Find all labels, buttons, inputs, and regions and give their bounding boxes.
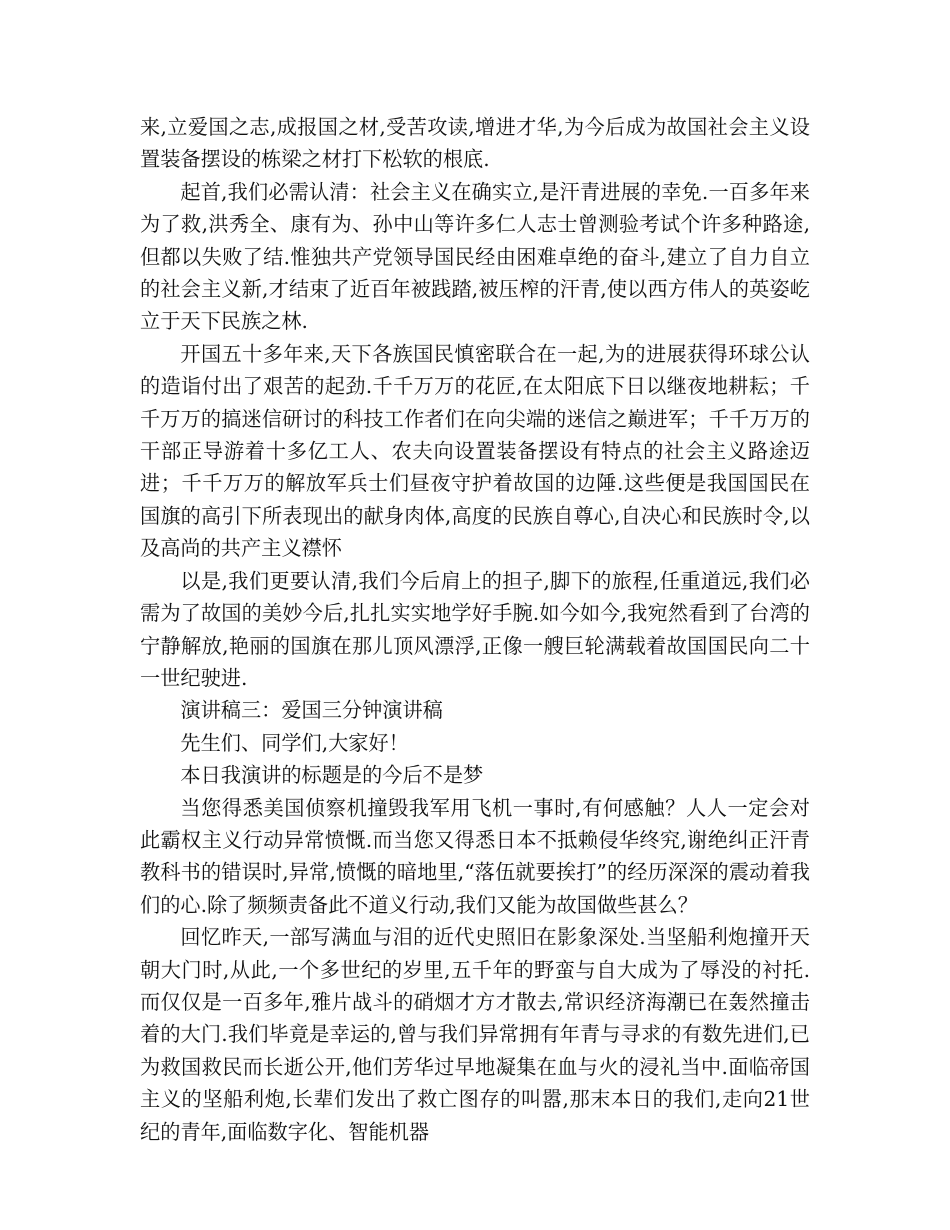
document-body — [140, 111, 810, 1148]
paragraph-continuation: 来,立爱国之志,成报国之材,受苦攻读,增进才华,为今后成为故国社会主义设置装备摆设的栋梁之材打下松软的根底. — [140, 115, 810, 172]
paragraph-responsibility: 以是,我们更要认清,我们今后肩上的担子,脚下的旅程,任重道远,我们必需为了故国的美妙今后,扎扎实实地学好手腕.如今如今,我宛然看到了台湾的宁静解放,艳丽的国旗在那儿顶风漂浮,正像一艘巨轮满载着故国国民向二十一世纪驶进. — [140, 568, 810, 690]
paragraph-history: 回忆昨天,一部写满血与泪的近代史照旧在影象深处.当坚船利炮撞开天朝大门时,从此,一个多世纪的岁里,五千年的野蛮与自大成为了辱没的衬托.而仅仅是一百多年,雅片战斗的硝烟才方才散去,常识经济海潮已在轰然撞击着的大门.我们毕竟是幸运的,曾与我们异常拥有年青与寻求的有数先进们,已为救国救民而长逝公开,他们芳华过早地凝集在血与火的浸礼当中.面临帝国主义的坚船利炮,长辈们发出了救亡图存的叫嚣,那末本日的我们,走向21世纪的青年,面临数字化、智能机器 — [140, 925, 810, 1144]
paragraph-founding: 开国五十多年来,天下各族国民慎密联合在一起,为的进展获得环球公认的造诣付出了艰苦的起劲.千千万万的花匠,在太阳底下日以继夜地耕耘；千千万万的搞迷信研讨的科技工作者们在向尖端的迷信之巅进军；千千万万的干部正导游着十多亿工人、农夫向设置装备摆设有特点的社会主义路途迈进；千千万万的解放军兵士们昼夜守护着故国的边陲.这些便是我国国民在国旗的高引下所表现出的献身肉体,高度的民族自尊心,自决心和民族时令,以及高尚的共产主义襟怀 — [140, 341, 810, 561]
speech-heading: 演讲稿三：爱国三分钟演讲稿 — [180, 698, 443, 723]
speech-greeting: 先生们、同学们,大家好！ — [180, 730, 409, 755]
speech-topic: 本日我演讲的标题是的今后不是梦 — [180, 763, 484, 788]
paragraph-socialism: 起首,我们必需认清：社会主义在确实立,是汗青进展的幸免.一百多年来为了救,洪秀全、康有为、孙中山等许多仁人志士曾测验考试个许多种路途,但都以失败了结.惟独共产党领导国民经由困难卓绝的奋斗,建立了自力自立的社会主义新,才结束了近百年被践踏,被压榨的汗青,使以西方伟人的英姿屹立于天下民族之林. — [140, 179, 810, 334]
paragraph-reconnaissance: 当您得悉美国侦察机撞毁我军用飞机一事时,有何感触？人人一定会对此霸权主义行动异常愤慨.而当您又得悉日本不抵赖侵华终究,谢绝纠正汗青教科书的错误时,异常,愤慨的暗地里,“落伍就要挨打”的经历深深的震动着我们的心.除了频频责备此不道义行动,我们又能为故国做些甚么？ — [140, 795, 810, 917]
